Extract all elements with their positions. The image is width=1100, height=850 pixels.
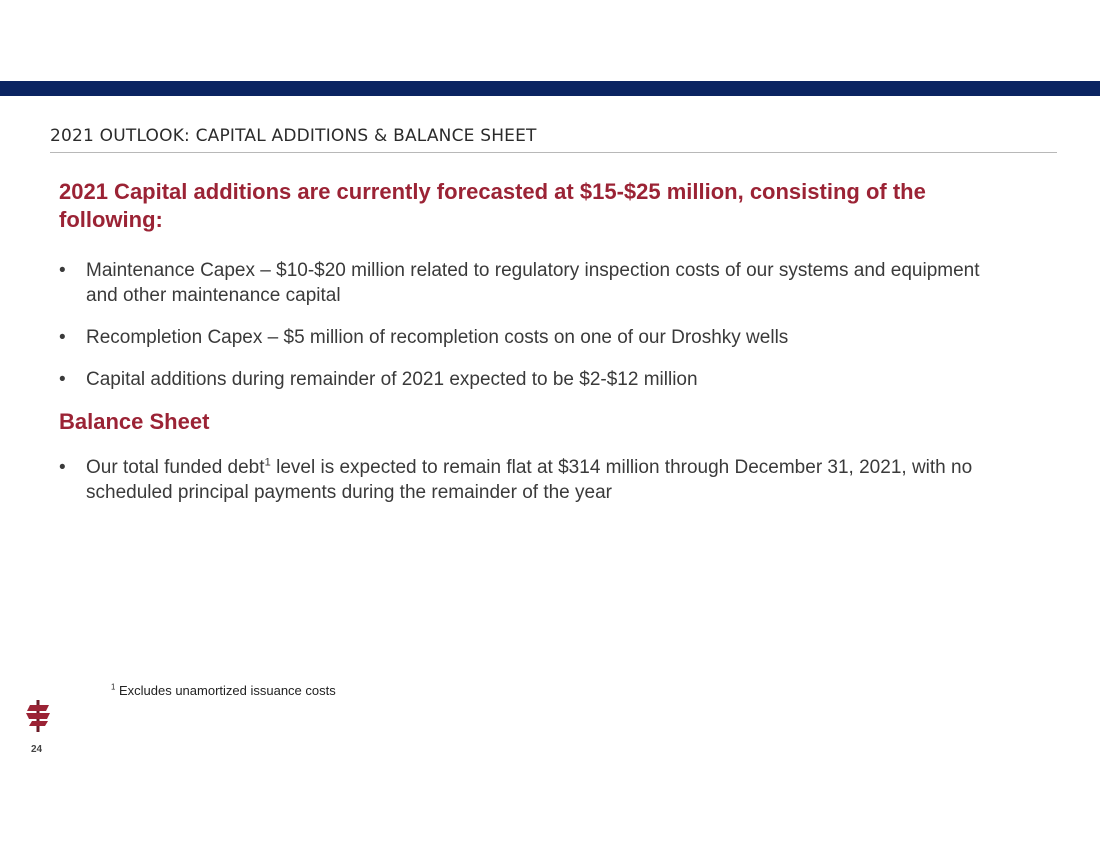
balance-sheet-heading: Balance Sheet	[59, 409, 210, 434]
list-item	[59, 367, 999, 392]
slide-title: 2021 OUTLOOK: CAPITAL ADDITIONS & BALANCE SHEET	[50, 126, 537, 146]
bullet-text	[86, 457, 972, 503]
capital-bullet-list	[59, 258, 999, 409]
bullet-text-end: level is expected to remain flat at $314 million through December 31, 2021, with no scheduled principal payments during the remainder of the year	[86, 457, 973, 503]
list-item	[59, 455, 999, 505]
page-number: 24	[31, 744, 43, 755]
bullet-text: Capital additions during remainder of 2021 expected to be $2-$12 million	[86, 369, 698, 390]
footnote-reference: 1	[264, 456, 271, 469]
list-item	[59, 325, 999, 350]
bullet-icon: •	[59, 260, 66, 281]
footnote-marker: 1	[111, 682, 116, 692]
bullet-icon: •	[59, 327, 66, 348]
header-bar	[0, 81, 1100, 96]
company-logo-icon	[24, 700, 52, 732]
bullet-icon: •	[59, 369, 66, 390]
footnote-text: Excludes unamortized issuance costs	[115, 683, 336, 698]
bullet-text-start: Our total funded debt	[86, 457, 265, 478]
capital-additions-heading: 2021 Capital additions are currently forecasted at $15-$25 million, consisting of the following:	[59, 179, 926, 232]
list-item	[59, 258, 999, 308]
title-divider	[50, 152, 1057, 153]
bullet-icon: •	[59, 457, 66, 478]
bullet-text: Maintenance Capex – $10-$20 million related to regulatory inspection costs of our systems and equipment and other maintenance capital	[86, 260, 980, 306]
balance-bullet-list	[59, 455, 999, 522]
footnote	[111, 683, 336, 698]
bullet-text: Recompletion Capex – $5 million of recompletion costs on one of our Droshky wells	[86, 327, 789, 348]
